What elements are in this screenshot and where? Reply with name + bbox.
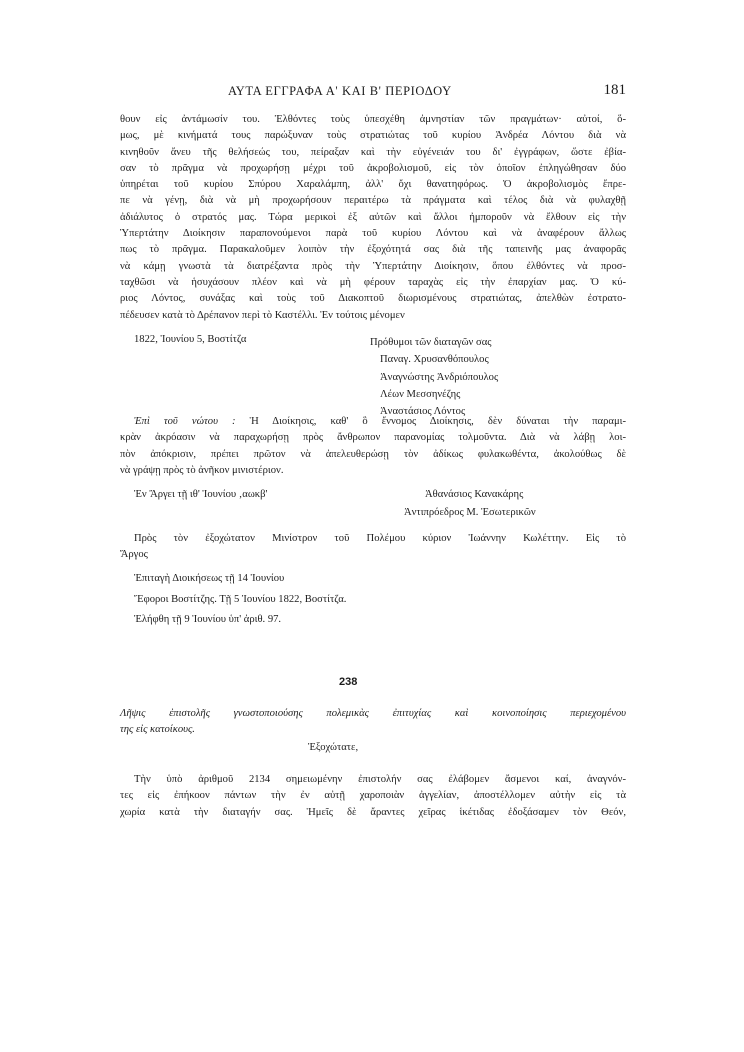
text-line: κινηθοῦν ἄνευ τῆς θελήσεώς του, πείραξαν καὶ τὴν εὐγένειάν του δι' ἐγγράφων, ὥστε ἐβία-	[120, 146, 626, 158]
verso-label: Ἐπὶ τοῦ νώτου :	[134, 416, 236, 427]
running-title: ΑΥΤΑ ΕΓΓΡΑΦΑ Α' ΚΑΙ Β' ΠΕΡΙΟΔΟΥ	[228, 84, 452, 98]
verso-text: Ἡ Διοίκησις, καθ' ὃ ἔννομος Διοίκησις, δὲν δύναται τὴν παραμι-	[249, 416, 626, 427]
filing-note: Ἐλήφθη τῇ 9 Ἰουνίου ὑπ' ἀριθ. 97.	[134, 614, 282, 625]
text-line: Ἄργος	[120, 549, 148, 561]
filing-note: Ἔφοροι Βοστίτζης. Τῇ 5 Ἰουνίου 1822, Βοστίτζα.	[134, 593, 347, 605]
text-line: νὰ κάμῃ γνωστὰ τὰ διατρέξαντα πρὸς τὴν Ὑπερτάτην Διοίκησιν, ὅπου ἐλθόντες νὰ προσ-	[120, 260, 626, 272]
filing-notes	[134, 569, 346, 631]
text-line: της εἰς κατοίκους.	[120, 724, 195, 736]
verso-date-place: Ἐν Ἄργει τῇ ιθ' Ἰουνίου ‚αωκβ'	[134, 489, 268, 500]
document-body	[120, 772, 626, 821]
text-line: σαν τὸ πρᾶγμα νὰ προχωρήσῃ μέχρι τοῦ ἀκροβολισμοῦ, εἰς τὸν ὁποῖον ἐπληγώθησαν δύο	[120, 162, 626, 174]
document-summary	[120, 706, 626, 739]
text-line: θουν εἰς ἀντάμωσίν του. Ἐλθόντες τοὺς ὑπεσχέθη ἀμνηστίαν τῶν πραγμάτων· αὐτοί, ὅ-	[120, 114, 626, 125]
verso-signer-name: Ἀθανάσιος Κανακάρης	[425, 489, 524, 500]
text-line: Ὑπερτάτην Διοίκησιν παραπονούμενοι παρὰ τοῦ κυρίου Λόντου καὶ νὰ ἀναφέρουν ἄλλως	[120, 228, 626, 240]
filing-note: Ἐπιταγὴ Διοικήσεως τῇ 14 Ἰουνίου	[134, 573, 285, 584]
salutation: Ἐξοχώτατε,	[308, 742, 359, 753]
text-line: πὸν ἀπόκρισιν, πρέπει πρῶτον νὰ ἀπελευθερώσῃ τὸν ἀδίκως φυλακωθέντα, ἀκολούθως δὲ	[120, 448, 626, 460]
document-number: 238	[339, 676, 358, 688]
text-line: τες εἰς ἐπήκοον πάντων τὴν ἐν αὐτῇ χαροποιὰν ἀγγελίαν, ἀποστέλλομεν αὐτὴν εἰς τὰ	[120, 790, 626, 802]
text-line: ριος Λόντος, συνάξας καὶ τοὺς τοῦ Διακοπτοῦ διωρισμένους στρατιώτας, ἀπελθὼν ἐστρατο-	[120, 293, 626, 305]
text-line: πως τὸ πρᾶγμα. Παρακαλοῦμεν λοιπὸν τὴν ἐξοχότητά σας διὰ τῆς ταπεινῆς μας ἀναφορᾶς	[120, 244, 626, 256]
text-line: χωρία κατὰ τὴν διαταγήν σας. Ἡμεῖς δὲ ἄραντες χεῖρας ἱκέτιδας ἐδοξάσαμεν τὸν Θεόν,	[120, 806, 626, 818]
text-line: ταχθῶσι νὰ ἡσυχάσουν πλέον καὶ νὰ μὴ φέρουν ταραχὰς εἰς τὴν ἐπαρχίαν μας. Ὁ κύ-	[120, 276, 626, 288]
verso-note	[120, 414, 626, 479]
address-block	[120, 531, 626, 564]
verso-signer-title: Ἀντιπρόεδρος Μ. Ἐσωτερικῶν	[404, 507, 536, 518]
page-number: 181	[603, 82, 626, 98]
text-line: Πρὸς τὸν ἐξοχώτατον Μινίστρον τοῦ Πολέμου κύριον Ἰωάννην Κωλέττην. Εἰς τὸ	[134, 533, 626, 544]
signatory-block	[370, 334, 498, 420]
page-header	[120, 84, 626, 104]
signatory-name: Ἀναγνώστης Ἀνδριόπουλος	[380, 371, 499, 383]
letter-body	[120, 112, 626, 324]
text-line: μως, μὲ κινήματά τους παρώξυναν τοὺς στρατιώτας τοῦ κυρίου Ἀνδρέα Λόντου διὰ νὰ	[120, 130, 626, 142]
text-line: πε νὰ γένῃ, διὰ νὰ μὴ προχωρήσουν περαιτέρω τὰ πράγματα καὶ τέλος διὰ νὰ φυλαχθῇ	[120, 195, 626, 207]
date-line: 1822, Ἰουνίου 5, Βοστίτζα	[134, 334, 247, 345]
text-line: ὑπηρέται τοῦ κυρίου Σπύρου Χαραλάμπη, ἀλλ' ὄχι θανατηφόρως. Ὁ ἀκροβολισμὸς ἔπρε-	[120, 179, 626, 191]
text-line: νὰ γράψῃ πρὸς τὸ ἀνῆκον μινιστέριον.	[120, 464, 284, 476]
signatory-name: Ἀναστάσιος Λόντος	[380, 406, 466, 418]
text-line: πέδευσεν κατὰ τὸ Δρέπανον περὶ τὸ Καστέλλι. Ἐν τούτοις μένομεν	[120, 309, 405, 321]
text-line: ἀδιάλυτος ὁ στρατός μας. Τώρα μερικοὶ ἐξ αὐτῶν καὶ ἄλλοι ἠμποροῦν νὰ ἔλθουν εἰς τὴν	[120, 211, 626, 223]
text-line	[120, 414, 626, 430]
signatory-name: Λέων Μεσσηνέζης	[380, 388, 461, 400]
text-line: κρὰν ἀκρόασιν νὰ παραχωρήσῃ πρὸς ἄνθρωπον παρανομίας τολμοῦντα. Διὰ νὰ λάβῃ λοι-	[120, 432, 626, 444]
text-line: Τὴν ὑπὸ ἀριθμοῦ 2134 σημειωμένην ἐπιστολήν σας ἐλάβομεν ἄσμενοι καί, ἀναγνόν-	[134, 774, 626, 785]
text-line: Λῆψις ἐπιστολῆς γνωστοποιούσης πολεμικὰς ἐπιτυχίας καὶ κοινοποίησις περιεχομένου	[120, 708, 626, 719]
signatory-name: Παναγ. Χρυσανθόπουλος	[380, 354, 489, 366]
signatory-closing: Πρόθυμοι τῶν διαταγῶν σας	[370, 337, 492, 348]
